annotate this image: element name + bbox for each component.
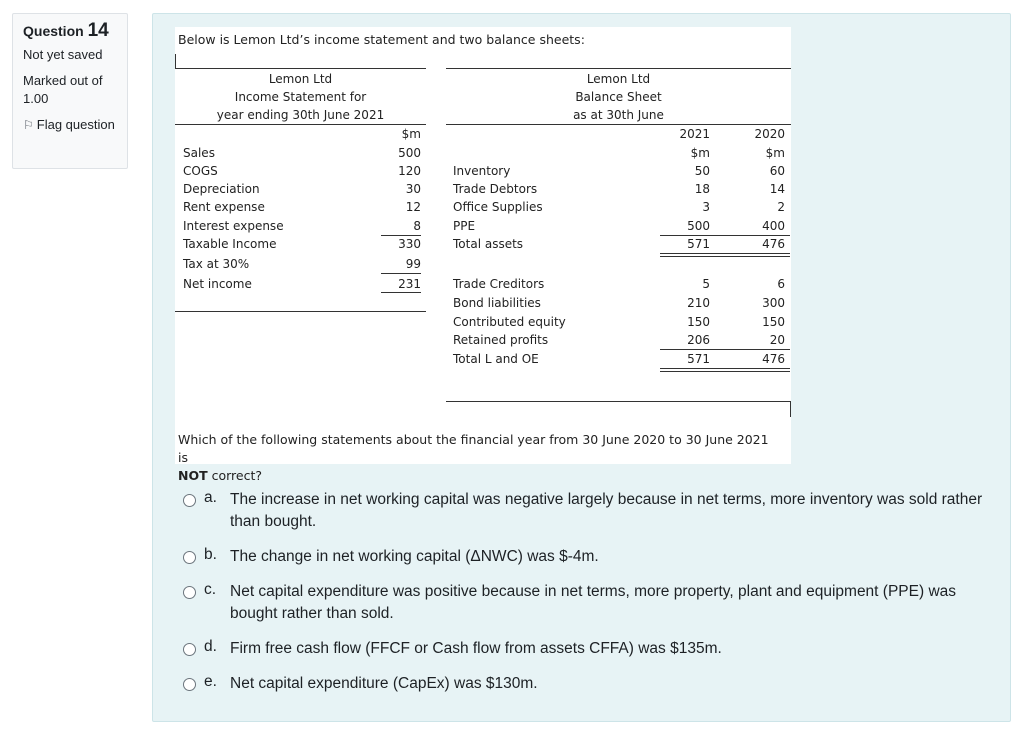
income-row-label: Sales (183, 146, 215, 160)
balance-col-2020: 2020 (754, 127, 785, 141)
answer-option-e[interactable] (183, 673, 1003, 695)
liability-value-2021: 150 (687, 315, 710, 329)
liability-label: Total L and OE (453, 352, 539, 366)
radio-button[interactable] (183, 586, 196, 599)
radio-button[interactable] (183, 678, 196, 691)
question-number-value: 14 (87, 20, 109, 41)
asset-value-2020: 60 (769, 164, 785, 178)
answer-letter: e. (204, 673, 217, 690)
balance-unit-2021: $m (690, 146, 710, 160)
answer-option-b[interactable] (183, 546, 1003, 568)
income-row-value: 12 (405, 200, 421, 214)
asset-value-2021: 500 (687, 219, 710, 233)
question-info-panel (12, 13, 128, 169)
asset-value-2020: 400 (762, 219, 785, 233)
asset-value-2020: 476 (762, 237, 785, 251)
asset-value-2021: 18 (694, 182, 710, 196)
balance-title: Lemon Ltd (586, 72, 651, 86)
liability-value-2020: 20 (769, 333, 785, 347)
income-unit: $m (401, 127, 421, 141)
income-row-label: Interest expense (183, 219, 284, 233)
answer-text: Net capital expenditure (CapEx) was $130m. (230, 675, 538, 692)
liability-label: Trade Creditors (453, 277, 545, 291)
income-period: year ending 30th June 2021 (216, 108, 385, 122)
liability-value-2020: 150 (762, 315, 785, 329)
liability-value-2021: 210 (687, 296, 710, 310)
answer-option-d[interactable] (183, 638, 1003, 660)
asset-value-2020: 2 (777, 200, 785, 214)
question-state: Not yet saved (23, 47, 103, 62)
income-row-value: 30 (405, 182, 421, 196)
prompt-part2: correct? (211, 468, 263, 483)
prompt-part1: Which of the following statements about the financial year from 30 June 2020 to 30 June 2021 is (178, 432, 769, 465)
asset-value-2020: 14 (769, 182, 785, 196)
balance-subtitle: Balance Sheet (575, 90, 662, 104)
balance-col-2021: 2021 (679, 127, 710, 141)
balance-date: as at 30th June (573, 108, 664, 122)
liability-value-2020: 300 (762, 296, 785, 310)
question-grade: Marked out of 1.00 (23, 73, 103, 106)
income-row-value: 330 (398, 237, 421, 251)
question-text (175, 27, 791, 483)
income-row-label: Depreciation (183, 182, 260, 196)
radio-button[interactable] (183, 494, 196, 507)
income-row-value: 120 (398, 164, 421, 178)
asset-label: Total assets (453, 237, 524, 251)
income-row-value: 231 (398, 277, 421, 291)
liability-value-2020: 476 (762, 352, 785, 366)
liability-value-2021: 5 (702, 277, 710, 291)
income-subtitle: Income Statement for (234, 90, 367, 104)
asset-label: Trade Debtors (453, 182, 538, 196)
asset-value-2021: 571 (687, 237, 710, 251)
question-label: Question (23, 23, 84, 39)
question-number (23, 22, 117, 40)
income-row-label: COGS (183, 164, 218, 178)
liability-label: Contributed equity (453, 315, 566, 329)
flag-question-button[interactable] (23, 116, 117, 134)
answer-text: Firm free cash flow (FFCF or Cash flow from assets CFFA) was $135m. (230, 640, 722, 657)
question-intro: Below is Lemon Ltd’s income statement and two balance sheets: (178, 32, 585, 47)
answer-text: The increase in net working capital was negative largely because in net terms, more inventory was sold rather than bought. (230, 491, 983, 530)
income-title: Lemon Ltd (268, 72, 333, 86)
income-row-label: Tax at 30% (183, 257, 250, 271)
income-row-label: Net income (183, 277, 252, 291)
prompt-not: NOT (178, 468, 208, 483)
radio-button[interactable] (183, 643, 196, 656)
liability-value-2021: 206 (687, 333, 710, 347)
answer-option-c[interactable] (183, 581, 1003, 625)
income-row-label: Rent expense (183, 200, 265, 214)
balance-unit-2020: $m (765, 146, 785, 160)
liability-value-2020: 6 (777, 277, 785, 291)
income-row-value: 99 (405, 257, 421, 271)
answer-letter: c. (204, 581, 217, 598)
income-row-label: Taxable Income (183, 237, 277, 251)
asset-value-2021: 50 (694, 164, 710, 178)
asset-label: PPE (453, 219, 476, 233)
asset-label: Inventory (453, 164, 511, 178)
asset-value-2021: 3 (702, 200, 710, 214)
answer-letter: a. (204, 489, 217, 506)
asset-label: Office Supplies (453, 200, 543, 214)
answer-option-a[interactable] (183, 489, 1003, 533)
answer-letter: d. (204, 638, 217, 655)
answer-letter: b. (204, 546, 217, 563)
income-row-value: 500 (398, 146, 421, 160)
liability-label: Retained profits (453, 333, 549, 347)
question-content (152, 13, 1011, 722)
radio-button[interactable] (183, 551, 196, 564)
answer-options (183, 489, 1003, 708)
flag-question-label: Flag question (36, 117, 115, 132)
answer-text: Net capital expenditure was positive because in net terms, more property, plant and equipment (PPE) was bought rather than sold. (230, 583, 957, 622)
income-row-value: 8 (413, 219, 421, 233)
answer-text: The change in net working capital (ΔNWC) was $-4m. (230, 548, 599, 565)
liability-value-2021: 571 (687, 352, 710, 366)
liability-label: Bond liabilities (453, 296, 541, 310)
flag-icon: ⚐ (23, 118, 34, 132)
question-prompt (178, 431, 778, 485)
